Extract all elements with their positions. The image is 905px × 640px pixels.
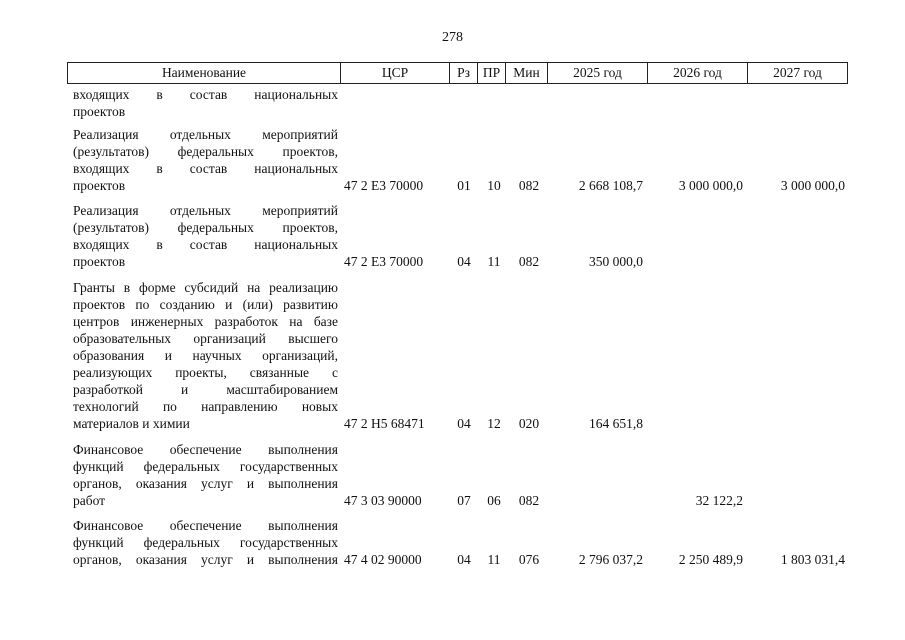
row-csr: 47 2 Н5 68471 bbox=[344, 416, 425, 431]
row-name-line: входящих в состав национальных bbox=[73, 237, 338, 252]
row-min: 020 bbox=[518, 416, 540, 431]
row-2025: 2 796 037,2 bbox=[578, 552, 643, 567]
row-csr: 47 2 Е3 70000 bbox=[344, 178, 424, 193]
row-rz: 01 bbox=[457, 178, 471, 193]
row-2025: 350 000,0 bbox=[589, 254, 643, 269]
row-name-line: Реализация отдельных мероприятий bbox=[73, 127, 338, 142]
row-csr: 47 2 Е3 70000 bbox=[344, 254, 424, 269]
row-rz: 04 bbox=[457, 254, 471, 269]
row-name-line: материалов и химии bbox=[73, 416, 190, 431]
row-2027: 3 000 000,0 bbox=[780, 178, 845, 193]
row-name-line: (результатов) федеральных проектов, bbox=[73, 144, 338, 159]
row-min: 082 bbox=[518, 178, 540, 193]
row-2027: 1 803 031,4 bbox=[780, 552, 845, 567]
row-name-line: Реализация отдельных мероприятий bbox=[73, 203, 338, 218]
row-min: 082 bbox=[518, 254, 540, 269]
row-name-line: реализующих проекты, связанные с bbox=[73, 365, 338, 380]
row-name-line: Финансовое обеспечение выполнения bbox=[73, 442, 338, 457]
row-2026: 2 250 489,9 bbox=[678, 552, 743, 567]
row-csr: 47 4 02 90000 bbox=[344, 552, 422, 567]
row-name-line: работ bbox=[73, 493, 106, 508]
row-name-line: образования и научных организаций, bbox=[73, 348, 338, 363]
row-name-line: образовательных организаций высшего bbox=[73, 331, 338, 346]
row-2025: 2 668 108,7 bbox=[578, 178, 643, 193]
row-name-line: проектов bbox=[73, 104, 126, 119]
row-rz: 04 bbox=[457, 416, 471, 431]
row-name-line: органов, оказания услуг и выполнения bbox=[73, 476, 338, 491]
row-pr: 06 bbox=[487, 493, 501, 508]
row-name-line: центров инженерных разработок на базе bbox=[73, 314, 338, 329]
page-number: 278 bbox=[442, 30, 463, 45]
row-2026: 3 000 000,0 bbox=[678, 178, 743, 193]
header-pr: ПР bbox=[482, 65, 501, 80]
row-min: 076 bbox=[518, 552, 540, 567]
row-pr: 12 bbox=[487, 416, 501, 431]
row-csr: 47 3 03 90000 bbox=[344, 493, 422, 508]
header-2027: 2027 год bbox=[773, 65, 822, 80]
row-name-line: проектов по созданию и (или) развитию bbox=[73, 297, 338, 312]
row-name-line: органов, оказания услуг и выполнения bbox=[73, 552, 338, 567]
header-csr: ЦСР bbox=[381, 65, 409, 80]
row-name-line: технологий по направлению новых bbox=[73, 399, 338, 414]
row-min: 082 bbox=[518, 493, 540, 508]
row-name-line: входящих в состав национальных bbox=[73, 87, 338, 102]
header-2025: 2025 год bbox=[573, 65, 622, 80]
row-name-line: проектов bbox=[73, 254, 126, 269]
row-pr: 11 bbox=[487, 552, 501, 567]
row-name-line: функций федеральных государственных bbox=[73, 459, 338, 474]
row-name-line: входящих в состав национальных bbox=[73, 161, 338, 176]
header-min: Мин bbox=[513, 65, 540, 80]
row-name-line: функций федеральных государственных bbox=[73, 535, 338, 550]
row-name-line: проектов bbox=[73, 178, 126, 193]
row-name-line: Финансовое обеспечение выполнения bbox=[73, 518, 338, 533]
row-name-line: (результатов) федеральных проектов, bbox=[73, 220, 338, 235]
header-name: Наименование bbox=[161, 65, 247, 80]
row-rz: 04 bbox=[457, 552, 471, 567]
row-name-line: Гранты в форме субсидий на реализацию bbox=[73, 280, 338, 295]
table-header bbox=[67, 62, 848, 84]
header-rz: Рз bbox=[457, 65, 470, 80]
row-name-line: разработкой и масштабированием bbox=[73, 382, 338, 397]
row-2026: 32 122,2 bbox=[695, 493, 743, 508]
row-pr: 11 bbox=[487, 254, 501, 269]
row-pr: 10 bbox=[487, 178, 501, 193]
row-rz: 07 bbox=[457, 493, 471, 508]
header-2026: 2026 год bbox=[673, 65, 722, 80]
row-2025: 164 651,8 bbox=[589, 416, 643, 431]
